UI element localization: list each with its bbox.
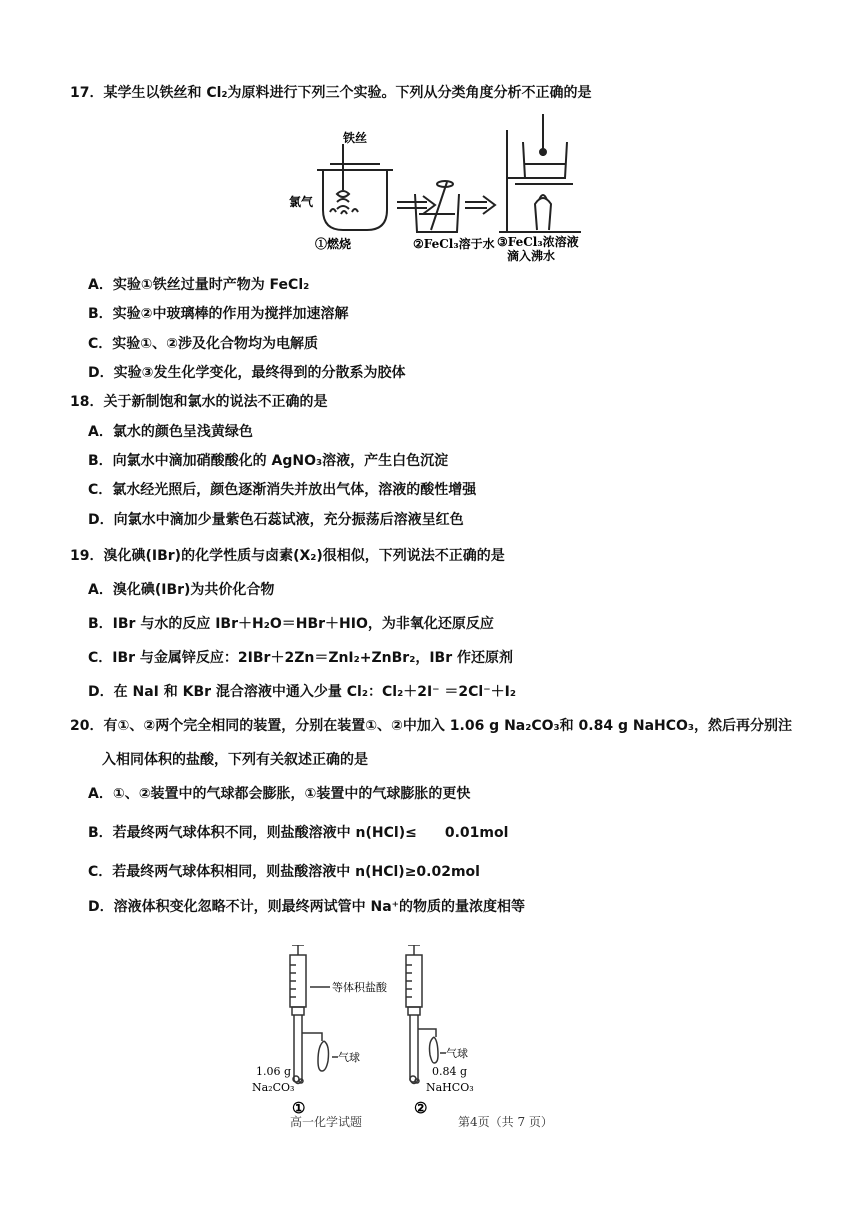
q20-option-b: B．若最终两气球体积不同，则盐酸溶液中 n(HCl)≤ 0.01mol — [88, 825, 509, 841]
q20-option-c: C．若最终两气球体积相同，则盐酸溶液中 n(HCl)≥0.02mol — [88, 864, 480, 880]
label-balloon-1: 气球 — [338, 1051, 360, 1064]
label-device-1: ① — [292, 1099, 306, 1117]
label-gas: 氯气 — [289, 195, 314, 209]
q17-option-d: D．实验③发生化学变化，最终得到的分散系为胶体 — [88, 365, 406, 381]
caption-dissolve: ②FeCl₃溶于水 — [413, 237, 495, 251]
q18-option-b: B．向氯水中滴加硝酸酸化的 AgNO₃溶液，产生白色沉淀 — [88, 453, 449, 469]
q17-stem: 17．某学生以铁丝和 Cl₂为原料进行下列三个实验。下列从分类角度分析不正确的是 — [70, 85, 592, 101]
caption-conc-solution: ③FeCl₃浓溶液 — [497, 235, 579, 249]
label-salt-1: Na₂CO₃ — [252, 1081, 295, 1094]
q17-option-c: C．实验①、②涉及化合物均为电解质 — [88, 336, 318, 352]
q19-stem: 19．溴化碘(IBr)的化学性质与卤素(X₂)很相似，下列说法不正确的是 — [70, 548, 505, 564]
label-device-2: ② — [414, 1099, 428, 1117]
q17-option-b: B．实验②中玻璃棒的作用为搅拌加速溶解 — [88, 306, 349, 322]
label-wire: 铁丝 — [343, 131, 368, 145]
q19-option-d: D．在 NaI 和 KBr 混合溶液中通入少量 Cl₂：Cl₂＋2I⁻ ＝2Cl⁻＋I₂ — [88, 684, 516, 700]
caption-burning: ①燃烧 — [315, 237, 352, 251]
q19-option-b: B．IBr 与水的反应 IBr＋H₂O＝HBr＋HIO，为非氧化还原反应 — [88, 616, 494, 632]
q19-option-a: A．溴化碘(IBr)为共价化合物 — [88, 582, 275, 598]
q18-stem: 18．关于新制饱和氯水的说法不正确的是 — [70, 394, 328, 410]
q20-option-d: D．溶液体积变化忽略不计，则最终两试管中 Na⁺的物质的量浓度相等 — [88, 899, 526, 915]
q20-apparatus-figure — [250, 945, 510, 1117]
label-balloon-2: 气球 — [446, 1047, 468, 1060]
caption-into-boiling-water: 滴入沸水 — [507, 249, 556, 262]
q19-option-c: C．IBr 与金属锌反应：2IBr＋2Zn＝ZnI₂+ZnBr₂，IBr 作还原剂 — [88, 650, 513, 666]
label-equal-volume-acid: 等体积盐酸 — [332, 981, 387, 994]
q17-option-a: A．实验①铁丝过量时产物为 FeCl₂ — [88, 277, 310, 293]
q20-option-a: A．①、②装置中的气球都会膨胀，①装置中的气球膨胀的更快 — [88, 786, 471, 802]
q20-stem-line2: 入相同体积的盐酸，下列有关叙述正确的是 — [102, 752, 368, 768]
q18-option-a: A．氯水的颜色呈浅黄绿色 — [88, 424, 253, 440]
q18-option-c: C．氯水经光照后，颜色逐渐消失并放出气体，溶液的酸性增强 — [88, 482, 477, 498]
label-mass-2: 0.84 g — [432, 1065, 468, 1078]
q17-experiment-figure — [285, 112, 585, 262]
page-footer: 高一化学试题 第4页（共 7 页） — [290, 1115, 553, 1129]
label-salt-2: NaHCO₃ — [426, 1081, 474, 1094]
label-mass-1: 1.06 g — [256, 1065, 292, 1078]
q20-stem-line1: 20．有①、②两个完全相同的装置，分别在装置①、②中加入 1.06 g Na₂CO₃和 0.84 g NaHCO₃，然后再分别注 — [70, 718, 793, 734]
q18-option-d: D．向氯水中滴加少量紫色石蕊试液，充分振荡后溶液呈红色 — [88, 512, 464, 528]
